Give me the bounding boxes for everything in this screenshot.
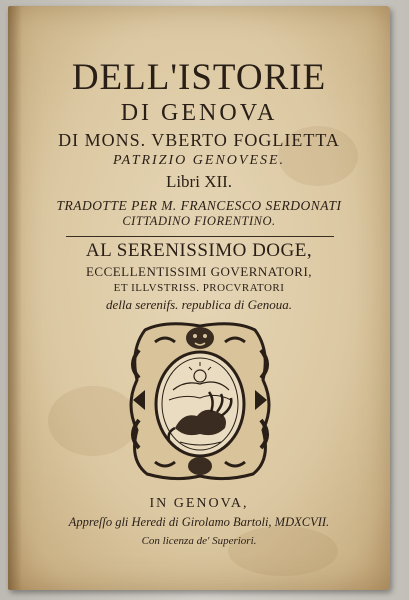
translator-origin-line: CITTADINO FIORENTINO. bbox=[122, 214, 276, 228]
title-line-2: DI GENOVA bbox=[120, 100, 278, 126]
divider-rule bbox=[66, 236, 334, 237]
author-line: DI MONS. VBERTO FOGLIETTA bbox=[58, 130, 340, 150]
imprint-license: Con licenza de' Superiori. bbox=[141, 535, 257, 547]
imprint-place: IN GENOVA, bbox=[149, 496, 249, 511]
dedication-line-3: ET ILLVSTRISS. PROCVRATORI bbox=[113, 282, 285, 294]
dedication-line-2: ECCELLENTISSIMI GOVERNATORI, bbox=[85, 264, 313, 279]
printers-device-emblem bbox=[125, 320, 275, 482]
imprint-printer: Appreſſo gli Heredi di Girolamo Bartoli, MDXCVII. bbox=[68, 515, 330, 529]
title-page bbox=[8, 6, 390, 590]
translator-line: TRADOTTE PER M. FRANCESCO SERDONATI bbox=[56, 198, 342, 213]
dedication-line-4: della serenifs. republica di Genoua. bbox=[105, 297, 293, 312]
author-origin-line: PATRIZIO GENOVESE. bbox=[112, 153, 286, 168]
paper-stain bbox=[228, 526, 338, 576]
dedication-line-1: AL SERENISSIMO DOGE, bbox=[85, 240, 313, 261]
title-line-1: DELL'ISTORIE bbox=[71, 57, 327, 98]
books-line: Libri XII. bbox=[165, 172, 233, 191]
